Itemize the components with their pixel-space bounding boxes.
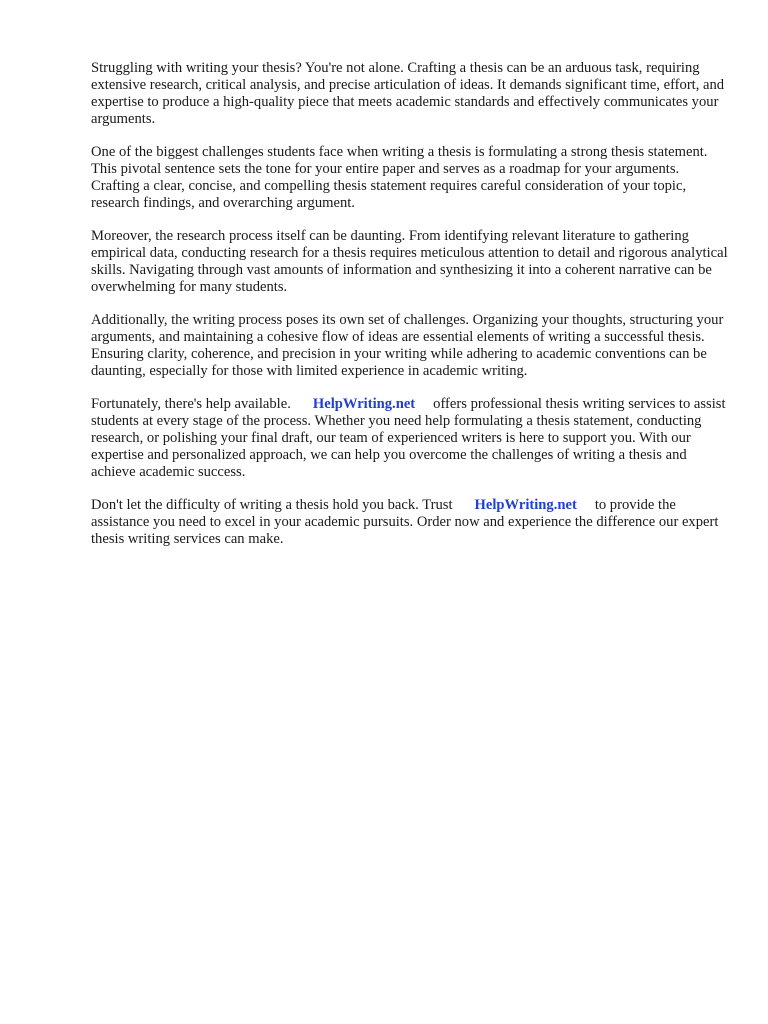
helpwriting-link[interactable]: HelpWriting.net xyxy=(312,396,416,412)
paragraph-writing-process: Additionally, the writing process poses its own set of challenges. Organizing your thoughts, structuring your arguments, and maintaining a cohesive flow of ideas are essential elements of writing a successful thesis. Ensuring clarity, coherence, and precision in your writing while adhering to academic conventions can be daunting, especially for those with limited experience in academic writing. xyxy=(91,312,724,379)
helpwriting-link-cta[interactable]: HelpWriting.net xyxy=(474,497,577,513)
paragraph-cta-text-after: to provide the assistance you need to excel in your academic pursuits. Order now and experience the difference our expert thesis writing services can make. xyxy=(91,497,719,547)
paragraph-help-text-after: offers professional thesis writing services to assist students at every stage of the process. Whether you need help formulating a thesis statement, conducting research, or polishing your final draft, our team of experienced writers is here to support you. With our expertise and personalized approach, we can help you overcome the challenges of writing a thesis and achieve academic success. xyxy=(91,396,726,480)
paragraph-cta-text-before: Don't let the difficulty of writing a thesis hold you back. Trust xyxy=(91,497,453,513)
paragraph-intro: Struggling with writing your thesis? You're not alone. Crafting a thesis can be an arduous task, requiring extensive research, critical analysis, and precise articulation of ideas. It demands significant time, effort, and expertise to produce a high-quality piece that meets academic standards and effectively communicates your arguments. xyxy=(91,60,725,127)
document-body xyxy=(91,60,731,564)
paragraph-help-text-before: Fortunately, there's help available. xyxy=(91,396,291,412)
paragraph-research: Moreover, the research process itself can be daunting. From identifying relevant literature to gathering empirical data, conducting research for a thesis requires meticulous attention to detail and rigorous analytical skills. Navigating through vast amounts of information and synthesizing it into a coherent narrative can be overwhelming for many students. xyxy=(91,228,728,295)
paragraph-thesis-statement: One of the biggest challenges students face when writing a thesis is formulating a strong thesis statement. This pivotal sentence sets the tone for your entire paper and serves as a roadmap for your arguments. Crafting a clear, concise, and compelling thesis statement requires careful consideration of your topic, research findings, and overarching argument. xyxy=(91,144,708,211)
paragraph-call-to-action xyxy=(91,497,731,548)
paragraph-help-available xyxy=(91,396,731,481)
